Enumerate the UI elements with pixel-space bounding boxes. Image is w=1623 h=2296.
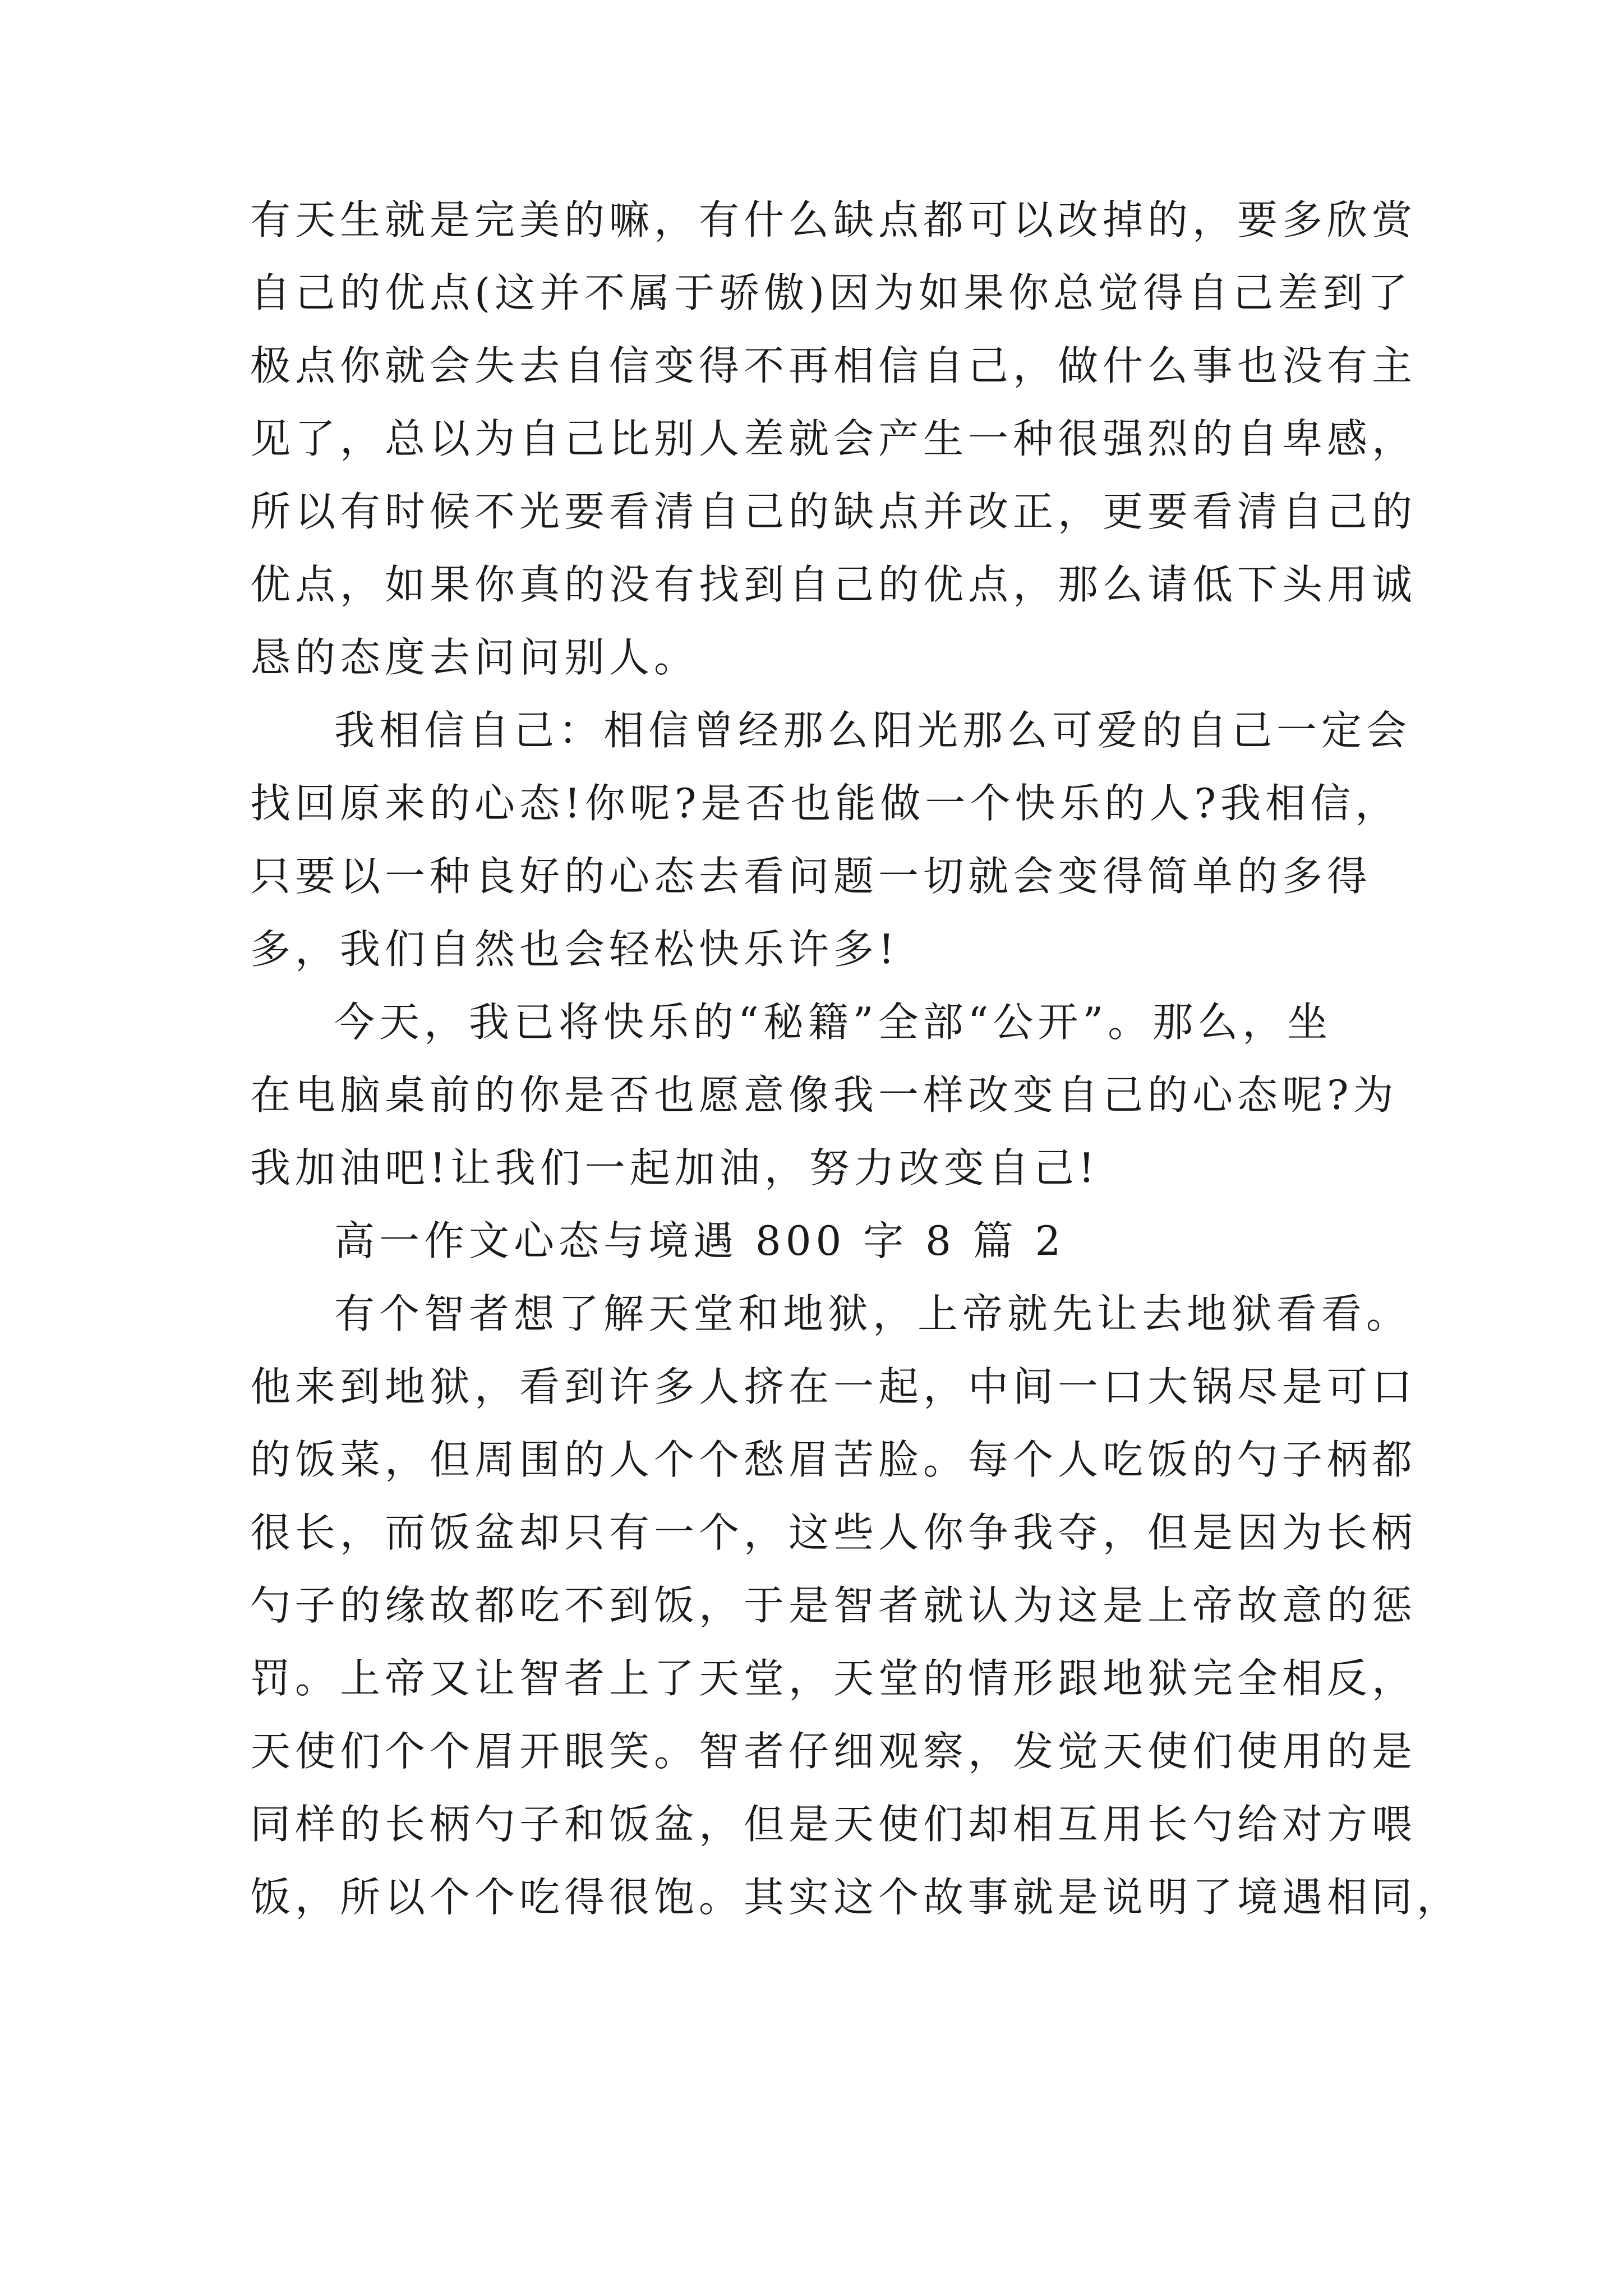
paragraph-line: 有天生就是完美的嘛，有什么缺点都可以改掉的，要多欣赏 xyxy=(250,196,1417,243)
paragraph-line: 在电脑桌前的你是否也愿意像我一样改变自己的心态呢?为 xyxy=(250,1071,1398,1119)
paragraph-line: 优点，如果你真的没有找到自己的优点，那么请低下头用诚 xyxy=(250,561,1417,608)
paragraph-line: 自己的优点(这并不属于骄傲)因为如果你总觉得自己差到了 xyxy=(250,269,1413,316)
paragraph-line: 所以有时候不光要看清自己的缺点并改正，更要看清自己的 xyxy=(250,488,1417,535)
paragraph-line: 同样的长柄勺子和饭盆，但是天使们却相互用长勺给对方喂 xyxy=(250,1801,1417,1848)
paragraph-line: 我加油吧!让我们一起加油，努力改变自己! xyxy=(250,1144,1099,1191)
paragraph-line: 找回原来的心态!你呢?是否也能做一个快乐的人?我相信， xyxy=(250,780,1400,827)
paragraph-line: 他来到地狱，看到许多人挤在一起，中间一口大锅尽是可口 xyxy=(250,1363,1417,1410)
paragraph-line: 有个智者想了解天堂和地狱，上帝就先让去地狱看看。 xyxy=(334,1290,1412,1337)
paragraph-line: 天使们个个眉开眼笑。智者仔细观察，发觉天使们使用的是 xyxy=(250,1728,1417,1775)
paragraph-line: 罚。上帝又让智者上了天堂，天堂的情形跟地狱完全相反， xyxy=(250,1655,1417,1702)
paragraph-line: 见了，总以为自己比别人差就会产生一种很强烈的自卑感， xyxy=(250,415,1417,462)
paragraph-line: 的饭菜，但周围的人个个愁眉苦脸。每个人吃饭的勺子柄都 xyxy=(250,1436,1417,1483)
section-heading: 高一作文心态与境遇 800 字 8 篇 2 xyxy=(334,1217,1066,1264)
paragraph-line: 勺子的缘故都吃不到饭，于是智者就认为这是上帝故意的惩 xyxy=(250,1582,1417,1629)
paragraph-line: 极点你就会失去自信变得不再相信自己，做什么事也没有主 xyxy=(250,342,1417,389)
paragraph-line: 我相信自己：相信曾经那么阳光那么可爱的自己一定会 xyxy=(334,707,1412,754)
paragraph-line: 恳的态度去问问别人。 xyxy=(250,634,699,681)
paragraph-line: 多，我们自然也会轻松快乐许多! xyxy=(250,926,899,973)
paragraph-line: 只要以一种良好的心态去看问题一切就会变得简单的多得 xyxy=(250,853,1372,900)
paragraph-line: 很长，而饭盆却只有一个，这些人你争我夺，但是因为长柄 xyxy=(250,1509,1417,1556)
paragraph-line: 今天，我已将快乐的“秘籍”全部“公开”。那么，坐 xyxy=(334,999,1332,1046)
paragraph-line: 饭，所以个个吃得很饱。其实这个故事就是说明了境遇相同， xyxy=(250,1874,1462,1921)
